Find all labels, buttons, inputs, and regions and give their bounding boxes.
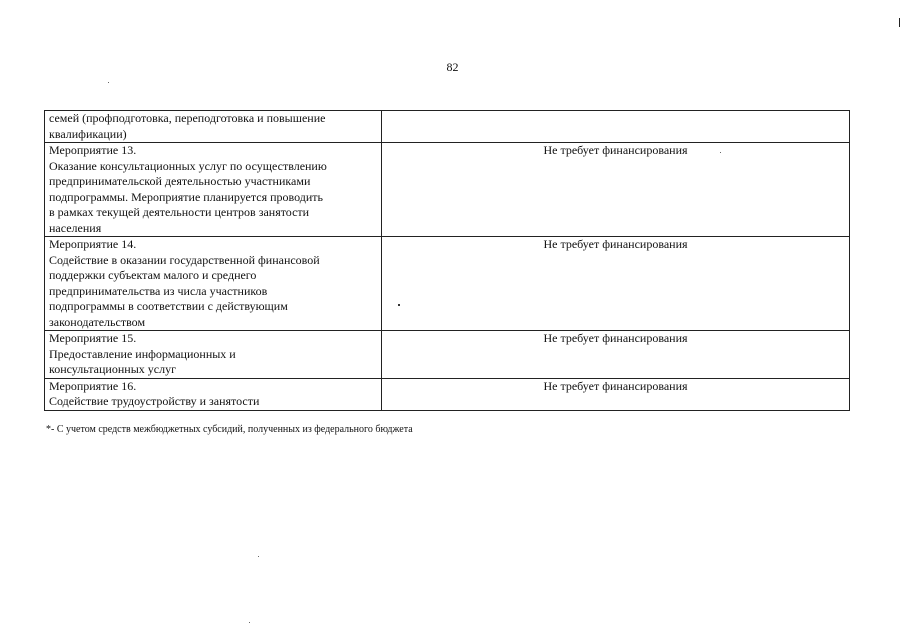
activity-description-cell [45, 378, 382, 410]
text-line: населения [49, 220, 102, 235]
scan-speck [398, 304, 400, 306]
financing-note: Не требует финансирования [543, 331, 688, 345]
financing-note: Не требует финансирования [543, 143, 688, 157]
activity-title: Мероприятие 15. [49, 331, 137, 345]
text-line: поддержки субъектам малого и среднего [49, 268, 257, 282]
text-line: консультационных услуг [49, 362, 176, 376]
financing-cell [382, 237, 850, 331]
text-line: Предоставление информационных и [49, 346, 236, 361]
text-line: квалификации) [49, 126, 127, 141]
table-row [45, 111, 850, 143]
activity-title: Мероприятие 13. [49, 143, 137, 157]
text-line: Оказание консультационных услуг по осуществлению [49, 158, 327, 173]
text-line: предпринимательства из числа участников [49, 283, 268, 298]
activity-description-cell [45, 331, 382, 379]
financing-cell [382, 111, 850, 143]
page-number: 82 [446, 60, 459, 74]
scan-speck [249, 622, 250, 623]
activity-description-cell [45, 111, 382, 143]
scan-edge-mark [899, 18, 900, 27]
table-row [45, 237, 850, 331]
activities-table [44, 110, 850, 411]
text-line: Содействие в оказании государственной финансовой [49, 252, 320, 267]
activity-title: Мероприятие 14. [49, 237, 137, 251]
text-line: законодательством [49, 314, 146, 329]
activity-description-cell [45, 237, 382, 331]
footnote: *- С учетом средств межбюджетных субсидий, полученных из федерального бюджета [46, 424, 413, 435]
table-row [45, 143, 850, 237]
financing-note: Не требует финансирования [543, 237, 688, 251]
financing-note: Не требует финансирования [543, 378, 688, 393]
text-line: Содействие трудоустройству и занятости [49, 394, 260, 408]
activity-title: Мероприятие 16. [49, 378, 137, 393]
scan-speck [258, 556, 259, 557]
table-row [45, 378, 850, 410]
text-line: в рамках текущей деятельности центров занятости [49, 205, 310, 219]
financing-cell [382, 331, 850, 379]
text-line: подпрограммы в соответствии с действующим [49, 299, 288, 313]
table-row [45, 331, 850, 379]
text-line: предпринимательской деятельностью участниками [49, 174, 311, 188]
scan-speck [720, 152, 721, 153]
text-line: семей (профподготовка, переподготовка и повышение [49, 111, 326, 125]
financing-cell [382, 143, 850, 237]
financing-cell [382, 378, 850, 410]
activity-description-cell [45, 143, 382, 237]
scan-speck [108, 82, 109, 83]
text-line: подпрограммы. Мероприятие планируется проводить [49, 189, 324, 204]
